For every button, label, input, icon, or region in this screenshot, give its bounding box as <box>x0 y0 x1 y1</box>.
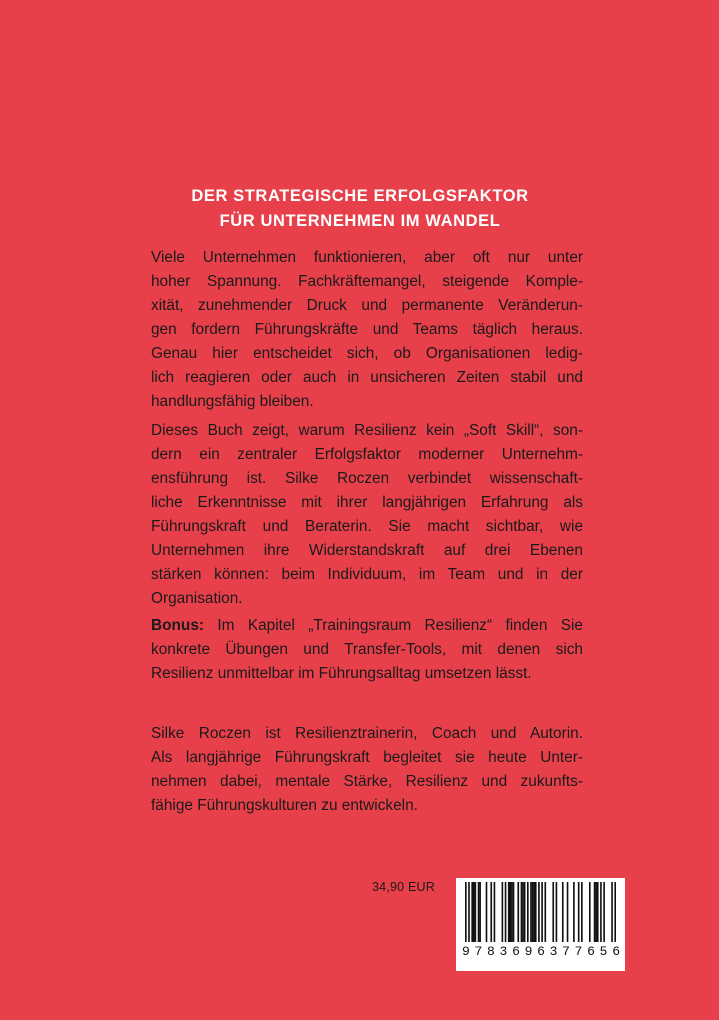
isbn-digit: 9 <box>524 944 533 959</box>
barcode-bar <box>544 882 546 942</box>
text-line: fähige Führungskulturen zu entwickeln. <box>151 797 418 814</box>
headline-line-2: FÜR UNTERNEHMEN IM WANDEL <box>219 212 501 230</box>
barcode-bar <box>522 882 524 942</box>
barcode-bar <box>533 882 535 942</box>
barcode-bar <box>600 882 602 942</box>
text-line: Führungskraft und Beraterin. Sie macht sichtbar, wie <box>151 518 583 535</box>
barcode-bar <box>521 882 523 942</box>
text-line: xität, zunehmender Druck und permanente Veränderun- <box>151 297 583 314</box>
text-line: konkrete Übungen und Transfer-Tools, mit denen sich <box>151 641 583 658</box>
barcode-bar <box>513 882 515 942</box>
barcode-bar <box>473 882 475 942</box>
barcode-bar <box>578 882 580 942</box>
barcode-bar <box>475 882 477 942</box>
isbn-digit: 6 <box>512 944 520 959</box>
text-line: liche Erkenntnisse mit ihrer langjährigen Erfahrung als <box>151 494 583 511</box>
isbn-digit: 7 <box>574 944 583 959</box>
barcode-bar <box>594 882 596 942</box>
barcode-bar <box>595 882 597 942</box>
text-line: handlungsfähig bleiben. <box>151 393 314 410</box>
text-line: Viele Unternehmen funktionieren, aber oft nur unter <box>151 249 583 266</box>
barcode-bar <box>479 882 481 942</box>
text-line: ensführung ist. Silke Roczen verbindet wissenschaft- <box>151 470 583 487</box>
barcode-bar <box>581 882 583 942</box>
barcode-bar <box>614 882 616 942</box>
book-summary-paragraph <box>151 419 583 611</box>
text-line: Genau hier entscheidet sich, ob Organisationen ledig- <box>151 345 583 362</box>
isbn-barcode <box>456 878 625 971</box>
text-line: gen fordern Führungskräfte und Teams täglich heraus. <box>151 321 583 338</box>
barcode-bar <box>532 882 534 942</box>
barcode-bar <box>502 882 504 942</box>
intro-paragraph <box>151 246 583 414</box>
barcode-bar <box>530 882 532 942</box>
text-line: Silke Roczen ist Resilienztrainerin, Coach und Autorin. <box>151 725 583 742</box>
text-line: Organisation. <box>151 590 243 607</box>
barcode-bar <box>524 882 526 942</box>
isbn-digit: 6 <box>612 944 620 959</box>
barcode-bar <box>541 882 543 942</box>
barcode-bar <box>478 882 480 942</box>
text-line: nehmen dabei, mentale Stärke, Resilienz und zukunfts- <box>151 773 583 790</box>
barcode-bar <box>468 882 470 942</box>
text-line: Dieses Buch zeigt, warum Resilienz kein „Soft Skill“, son- <box>151 422 583 439</box>
headline-line-1: DER STRATEGISCHE ERFOLGSFAKTOR <box>191 187 529 205</box>
barcode-bar <box>465 882 467 942</box>
barcode-bar <box>567 882 569 942</box>
text-line <box>151 614 583 638</box>
text-line: lich reagieren oder auch in unsicheren Zeiten stabil und <box>151 369 583 386</box>
text-line: dern ein zentraler Erfolgsfaktor moderner Unternehm- <box>151 446 583 463</box>
barcode-bar <box>538 882 540 942</box>
bonus-first-line: Im Kapitel „Trainingsraum Resilienz“ finden Sie <box>204 617 583 634</box>
text-line: Als langjährige Führungskraft begleitet sie heute Unter- <box>151 749 583 766</box>
barcode-bar <box>535 882 537 942</box>
text-line: hoher Spannung. Fachkräftemangel, steigende Komple- <box>151 273 583 290</box>
isbn-digit: 6 <box>587 944 595 959</box>
isbn-digit: 3 <box>499 944 508 959</box>
barcode-bar <box>510 882 512 942</box>
isbn-digit: 5 <box>599 944 608 959</box>
text-line: stärken können: beim Individuum, im Team und in der <box>151 566 583 583</box>
barcode-bar <box>511 882 513 942</box>
barcode-bar <box>517 882 519 942</box>
text-line: Resilienz unmittelbar im Führungsalltag umsetzen lässt. <box>151 665 532 682</box>
barcode-bar <box>527 882 529 942</box>
barcode-bar <box>494 882 496 942</box>
barcode-bar <box>562 882 564 942</box>
isbn-digit: 8 <box>487 944 495 959</box>
isbn-number <box>462 944 620 959</box>
barcode-bar <box>490 882 492 942</box>
barcode-bar <box>603 882 605 942</box>
isbn-digit: 7 <box>562 944 570 959</box>
barcode-bar <box>597 882 599 942</box>
barcode-bar <box>486 882 488 942</box>
price-label: 34,90 EUR <box>372 880 435 894</box>
barcode-bars <box>465 882 616 944</box>
bonus-label: Bonus: <box>151 617 205 634</box>
barcode-bar <box>573 882 575 942</box>
isbn-digit: 9 <box>462 944 470 959</box>
barcode-bar <box>505 882 507 942</box>
author-bio-paragraph <box>151 722 583 818</box>
isbn-digit: 7 <box>474 944 483 959</box>
barcode-bar <box>556 882 558 942</box>
barcode-bar <box>552 882 554 942</box>
bonus-paragraph <box>151 614 583 686</box>
barcode-bar <box>589 882 591 942</box>
isbn-digit: 6 <box>537 944 545 959</box>
barcode-bar <box>508 882 510 942</box>
barcode-bar <box>611 882 613 942</box>
isbn-digit: 3 <box>549 944 558 959</box>
barcode-bar <box>471 882 473 942</box>
cover-headline <box>150 184 570 234</box>
text-line: Unternehmen ihre Widerstandskraft auf drei Ebenen <box>151 542 583 559</box>
